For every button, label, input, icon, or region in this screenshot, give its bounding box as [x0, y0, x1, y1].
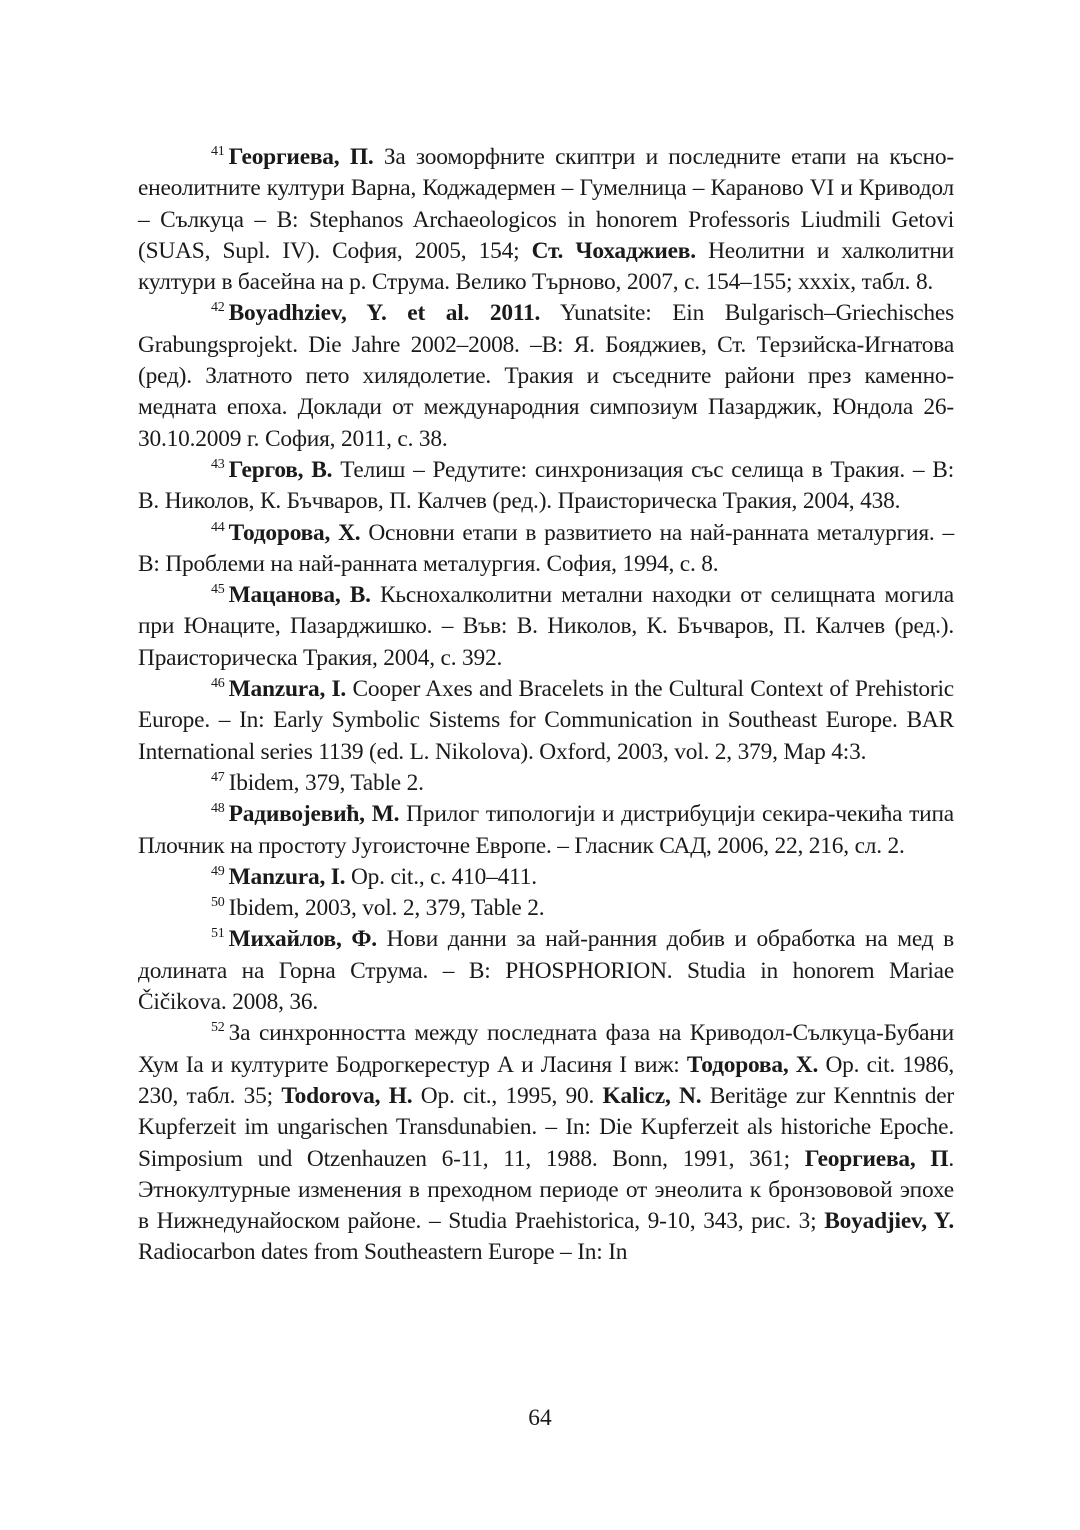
footnote-author: Георгиева, П: [804, 1145, 949, 1172]
footnote-text: Ibidem, 2003, vol. 2, 379, Table 2.: [228, 895, 545, 922]
footnote-text: Ibidem, 379, Table 2.: [228, 769, 424, 796]
footnote-number: 44: [211, 519, 225, 535]
footnote-number: 51: [211, 926, 225, 942]
footnote-author: Радивојевић, М.: [228, 801, 400, 828]
footnote-author: Тодорова, Х.: [228, 519, 361, 546]
footnote-text: Op. cit. 1986, 230, табл. 35;: [138, 1051, 954, 1109]
footnote-41: [138, 142, 954, 298]
footnote-number: 46: [211, 676, 225, 692]
footnote-number: 49: [211, 863, 225, 879]
footnote-text: Основни етапи в развитието на най-ранната металургия. – В: Проблеми на най-ранната металургия. София, 1994, с. 8.: [138, 519, 954, 577]
footnote-text: Op. cit., 1995, 90.: [412, 1082, 603, 1109]
footnote-text: Op. cit., c. 410–411.: [345, 863, 537, 890]
footnote-text: Неолитни и халколитни култури в басейна на р. Струма. Велико Търново, 2007, с. 154–155; xxxix, табл. 8.: [138, 237, 955, 296]
footnote-author: Boyadhziev, Y. et al. 2011.: [228, 300, 541, 327]
footnote-text: Beritäge zur Kenntnis der Kupferzeit im ungarischen Transdunabien. – In: Die Kupferzeit als historiche Epoche. Simposium und Otzenhauzen 6-11, 11, 1988. Bonn, 1991, 361;: [138, 1082, 954, 1172]
footnote-46: [138, 674, 954, 768]
footnote-author: Manzura, I.: [228, 676, 347, 703]
footnote-author: Manzura, I.: [228, 863, 346, 890]
footnote-48: [138, 799, 954, 862]
footnote-number: 48: [211, 801, 225, 817]
footnote-number: 50: [211, 895, 225, 911]
footnote-author: Михайлов, Ф.: [228, 926, 377, 953]
footnote-author: Todorova, H.: [281, 1082, 413, 1109]
page-number: 64: [528, 1405, 552, 1431]
footnote-text: . Этнокултурные изменения в преходном периоде от энеолита к бронзововой эпохе в Нижнедунайоском районе. – Studia Praehistorica, 9-10, 343, рис. 3;: [138, 1145, 954, 1235]
footnote-author: Kalicz, N.: [602, 1082, 702, 1109]
footnote-text: Radiocarbon dates from Southeastern Europe – In: In: [138, 1239, 628, 1266]
footnote-author: Boyadjiev, Y.: [824, 1208, 954, 1235]
footnote-text: Cooper Axes and Bracelets in the Cultural Context of Prehistoric Europe. – In: Early Symbolic Sistems for Communication in Southeast Europe. BAR International series 1139 (ed. L. Nikolova). Oxford, 2003, vol. 2, 379, Map 4:3.: [138, 676, 954, 765]
footnote-text: Телиш – Редутите: синхронизация със селища в Тракия. – В: В. Николов, К. Бъчваров, П. Калчев (ред.). Праисторическа Тракия, 2004, 438.: [138, 456, 954, 515]
footnote-number: 43: [211, 456, 225, 472]
footnote-author: Георгиева, П.: [228, 144, 374, 170]
footnote-number: 41: [211, 144, 225, 159]
footnote-51: [138, 924, 954, 1018]
footnote-number: 52: [211, 1020, 225, 1036]
footnote-text: Нови данни за най-ранния добив и обработка на мед в долината на Горна Струма. – В: PHOSPHORION. Studia in honorem Mariae Čičikova. 2008, 36.: [138, 926, 954, 1016]
footnote-text: За синхронността между последната фаза на Криводол-Сълкуца-Бубани Хум Іа и културите Бодрогкерестур А и Ласиня І виж:: [138, 1020, 954, 1078]
footnote-author: Гергов, В.: [228, 456, 333, 483]
footnote-44: [138, 518, 954, 581]
footnote-author: Мацанова, В.: [228, 582, 371, 609]
footnote-number: 45: [211, 582, 225, 598]
footnote-text: Кьснохалколитни метални находки от селищната могила при Юнаците, Пазарджишко. – Във: В. Николов, К. Бъчваров, П. Калчев (ред.). Праисторическа Тракия, 2004, с. 392.: [138, 582, 954, 671]
footnote-47: [138, 768, 954, 799]
footnote-52: [138, 1018, 954, 1268]
footnote-number: 42: [211, 300, 225, 316]
footnotes-block: [138, 142, 954, 1269]
footnote-50: [138, 893, 954, 924]
footnote-43: [138, 455, 954, 518]
footnote-author: Ст. Чохаджиев.: [531, 237, 696, 264]
footnote-42: [138, 298, 954, 454]
footnote-text: Yunatsite: Ein Bulgarisch–Griechisches Grabungsprojekt. Die Jahre 2002–2008. –В: Я. Бояджиев, Ст. Терзийска-Игнатова (ред). Златното пето хилядолетие. Тракия и съседните райони през каменно-медната епоха. Доклади от международния симпозиум Пазарджик, Юндола 26-30.10.2009 г. София, 2011, с. 38.: [138, 300, 954, 452]
footnote-number: 47: [211, 769, 225, 785]
footnote-45: [138, 580, 954, 674]
footnote-text: За зооморфните скиптри и последните етапи на късно-енеолитните култури Варна, Коджадермен – Гумелница – Караново VI и Криводол – Сълкуца – В: Stephanos Archaeologicos in honorem Professoris Liudmili Getovi (SUAS, Supl. IV). София, 2005, 154;: [138, 144, 954, 264]
footnote-49: [138, 862, 954, 893]
footnote-author: Тодорова, Х.: [686, 1051, 819, 1078]
footnote-text: Прилог типологији и дистрибуцији секира-чекића типа Плочник на простоту Југоисточне Европе. – Гласник САД, 2006, 22, 216, сл. 2.: [138, 801, 954, 859]
